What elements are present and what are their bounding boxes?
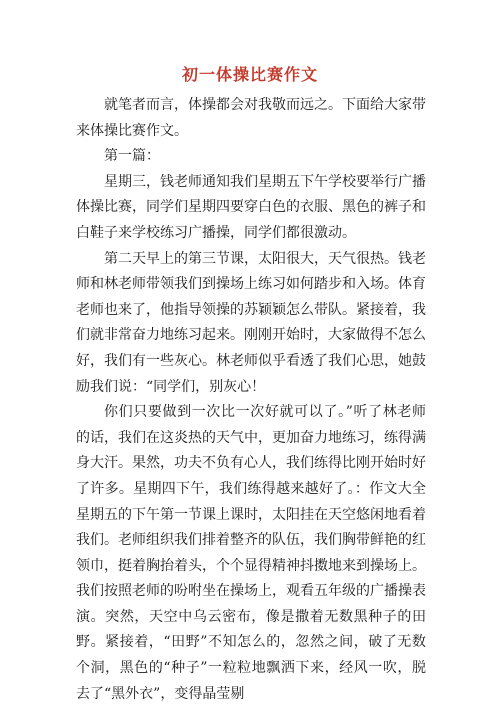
body-paragraph: 你们只要做到一次比一次好就可以了。”听了林老师的话，我们在这炎热的天气中，更加奋力地练习，练得满身大汗。果然，功夫不负有心人，我们练得比刚开始时好了许多。星期四下午，我们练得越来越好了。：作文大全 星期五的下午第一节课上课时，太阳挂在天空悠闲地看着我们。老师组织我们排着整齐的队伍，我们胸带鲜艳的红领巾，挺着胸抬着头，个个显得精神抖擞地来到操场上。我们按照老师的吩咐坐在操场上，观看五年级的广播操表演。突然，天空中乌云密布，像是撒着无数黑种子的田野。紧接着，“田野”不知怎么的，忽然之间，破了无数个洞，黑色的“种子”一粒粒地飘洒下来，经风一吹，脱去了“黑外衣”，变得晶莹剔 (76, 404, 440, 702)
body-paragraph: 星期三，钱老师通知我们星期五下午学校要举行广播体操比赛，同学们星期四要穿白色的衣服、黑色的裤子和白鞋子来学校练习广播操，同学们都很激动。 (76, 173, 426, 241)
body-paragraph: 第二天早上的第三节课，太阳很大，天气很热。钱老师和林老师带领我们到操场上练习如何踏步和入场。体育老师也来了，他指导领操的苏颖颖怎么带队。紧接着，我们就非常奋力地练习起来。刚刚开始时，大家做得不怎么好，我们有一些灰心。林老师似乎看透了我们心思，她鼓励我们说：“同学们，别灰心！ (76, 250, 426, 395)
section-label: 第一篇： (104, 148, 160, 165)
document-title: 初一体操比赛作文 (181, 65, 318, 84)
intro-paragraph: 就笔者而言，体操都会对我敬而远之。下面给大家带来体操比赛作文。 (76, 97, 426, 139)
document-body (76, 93, 440, 707)
